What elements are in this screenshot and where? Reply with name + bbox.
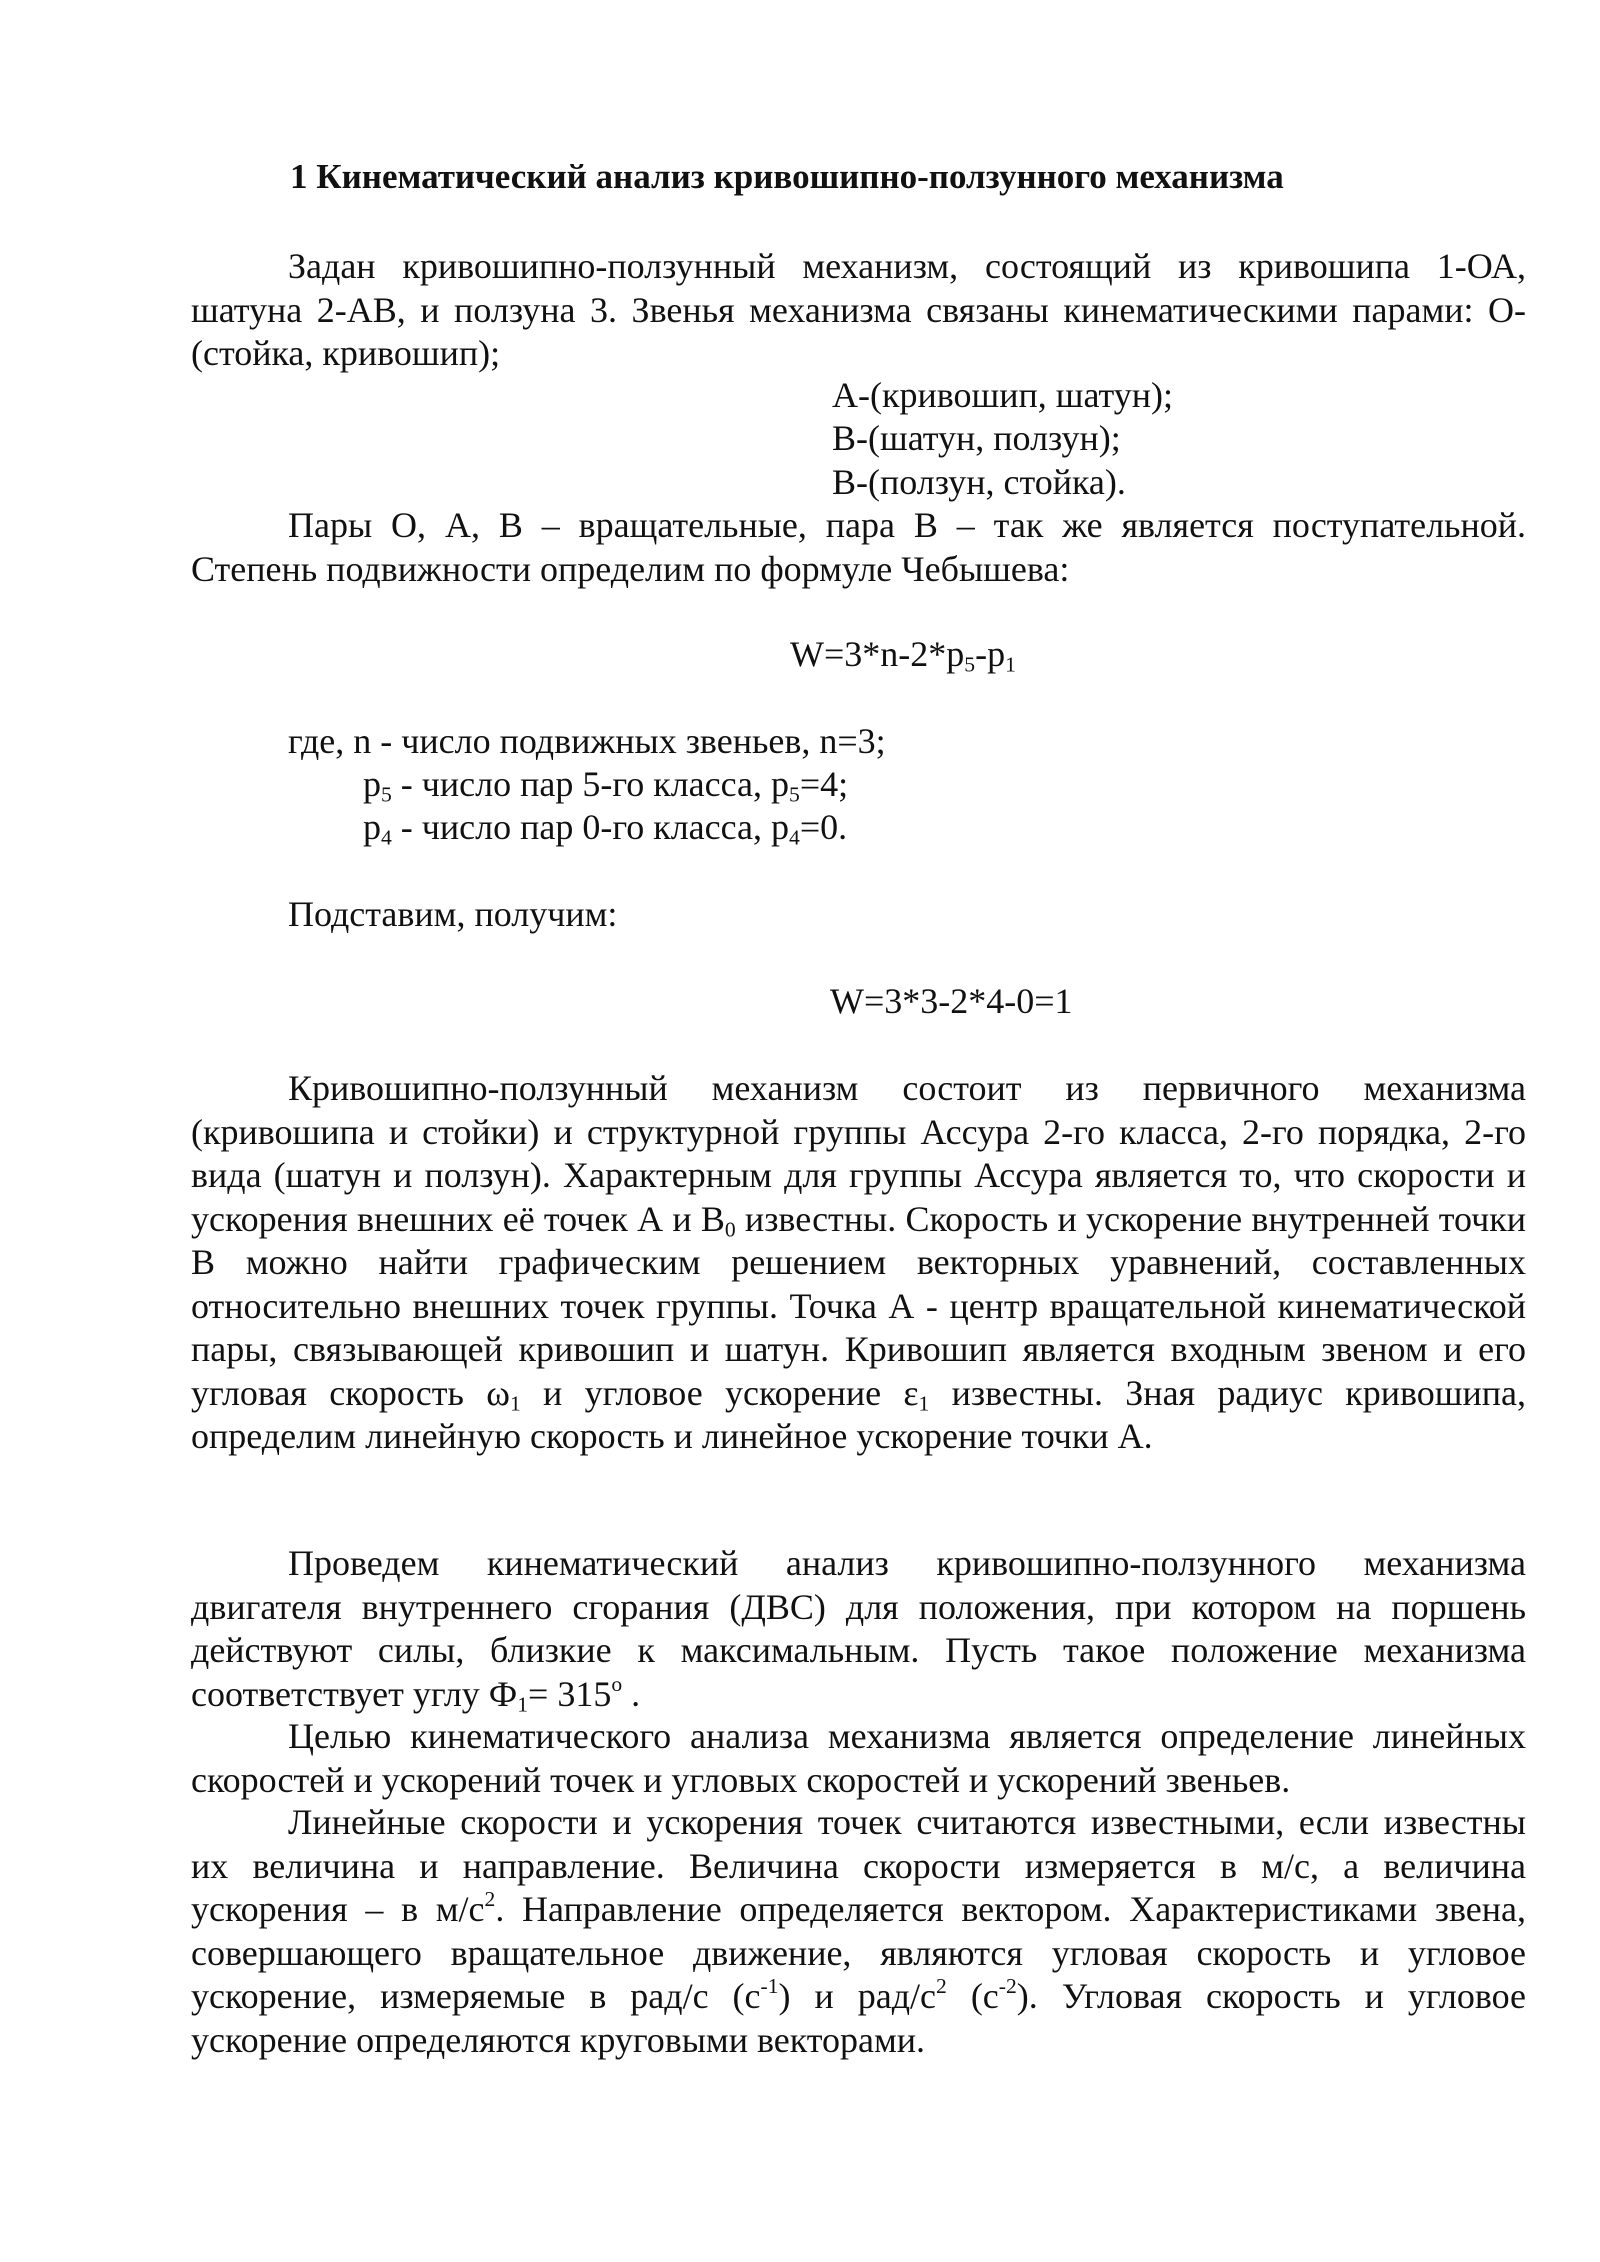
where-line-p5 (363, 763, 848, 807)
sup-degree: о (611, 1671, 623, 1696)
formula-main: W=3*n-2*p (790, 634, 965, 674)
p4-text-a: Проведем кинематический анализ кривошипно-ползунного механизма двигателя внутреннего сгорания (ДВС) для положения, при котором на поршень действуют силы, близкие к максимальным. Пусть такое положение механизма соответствует углу Ф (191, 1543, 1526, 1714)
where-line-p4 (363, 806, 847, 850)
sub-epsilon-1: 1 (918, 1390, 930, 1415)
paragraph-pairs-chebyshev: Пары О, А, В – вращательные, пара В – так же является поступательной. Степень подвижности определим по формуле Чебышева: (191, 505, 1526, 589)
p3-text-d: известны. Зная радиус кривошипа, определим линейную скорость и линейное ускорение точки А. (191, 1372, 1526, 1456)
paragraph-mechanism-intro: Задан кривошипно-ползунный механизм, состоящий из кривошипа 1-ОА, шатуна 2-АВ, и ползуна 3. Звенья механизма связаны кинематическими парами: О-(стойка, кривошип); (191, 246, 1526, 373)
kinematic-pair-a: А-(кривошип, шатун); (832, 375, 1174, 415)
formula-sub-5: 5 (964, 652, 976, 677)
p4-text-c: . (622, 1673, 641, 1714)
sup-minus-2: -2 (998, 1973, 1017, 1998)
p6-text-b: . Направление определяется вектором. Характеристиками звена, совершающего вращательное движение, являются угловая скорость и угловое ускорение, измеряемые в рад/с (с (191, 1889, 1527, 2016)
where-p4-text: - число пар 0-го класса, p (391, 807, 790, 847)
formula-mid: -p (975, 634, 1006, 674)
paragraph-ice-analysis (191, 1542, 1526, 1716)
p6-text-c: ) и рад/с (778, 1976, 937, 2016)
substitute-line: Подставим, получим: (288, 894, 618, 934)
p3-text-c: и угловое ускорение ε (520, 1372, 919, 1413)
p6-text-d: (с (946, 1976, 999, 2016)
chebyshev-formula (790, 633, 1016, 677)
paragraph-velocities (191, 1801, 1526, 2062)
p3-text-a: Кривошипно-ползунный механизм состоит из первичного механизма (кривошипа и стойки) и структурной группы Ассура 2-го класса, 2-го порядка, 2-го вида (шатун и ползун). Характерным для группы Ассура является то, что скорости и ускорения внешних её точек А и В (191, 1068, 1526, 1239)
result-formula: W=3*3-2*4-0=1 (830, 981, 1073, 1021)
formula-sub-1: 1 (1005, 652, 1016, 677)
kinematic-pair-b1: В-(шатун, ползун); (832, 418, 1121, 458)
where-line-n: где, n - число подвижных звеньев, n=3; (288, 721, 886, 761)
sub-0: 0 (724, 1216, 736, 1241)
sup-2b: 2 (936, 1973, 947, 1998)
p6-text-a: Линейные скорости и ускорения точек считаются известными, если известны их величина и направление. Величина скорости измеряется в м/с, а величина ускорения – в м/с (191, 1802, 1526, 1929)
sub-4: 4 (381, 825, 392, 850)
where-p4-value: =0. (799, 807, 848, 847)
symbol-p: p (363, 764, 381, 804)
symbol-p: p (363, 807, 381, 847)
sub-5: 5 (381, 782, 392, 807)
where-p5-text: - число пар 5-го класса, p (391, 764, 790, 804)
section-title: 1 Кинематический анализ кривошипно-ползунного механизма (290, 157, 1284, 196)
kinematic-pair-b2: В-(ползун, стойка). (832, 462, 1126, 502)
sub-5b: 5 (789, 782, 800, 807)
p4-text-b: = 315 (528, 1673, 612, 1714)
sub-phi-1: 1 (517, 1691, 529, 1716)
sub-4b: 4 (789, 825, 800, 850)
paragraph-assur-group (191, 1067, 1526, 1459)
p3-text-b: известны. Скорость и ускорение внутренней точки В можно найти графическим решением векторных уравнений, составленных относительно внешних точек группы. Точка А - центр вращательной кинематической пары, связывающей кривошип и шатун. Кривошип является входным звеном и его угловая скорость ω (191, 1198, 1526, 1413)
sup-2a: 2 (484, 1886, 496, 1911)
p6-text-e: ). Угловая скорость и угловое ускорение определяются круговыми векторами. (191, 1976, 1526, 2060)
where-p5-value: =4; (799, 764, 849, 804)
paragraph-analysis-goal: Целью кинематического анализа механизма является определение линейных скоростей и ускорений точек и угловых скоростей и ускорений звеньев. (191, 1716, 1526, 1800)
sub-omega-1: 1 (509, 1390, 521, 1415)
sup-minus-1: -1 (760, 1973, 779, 1998)
